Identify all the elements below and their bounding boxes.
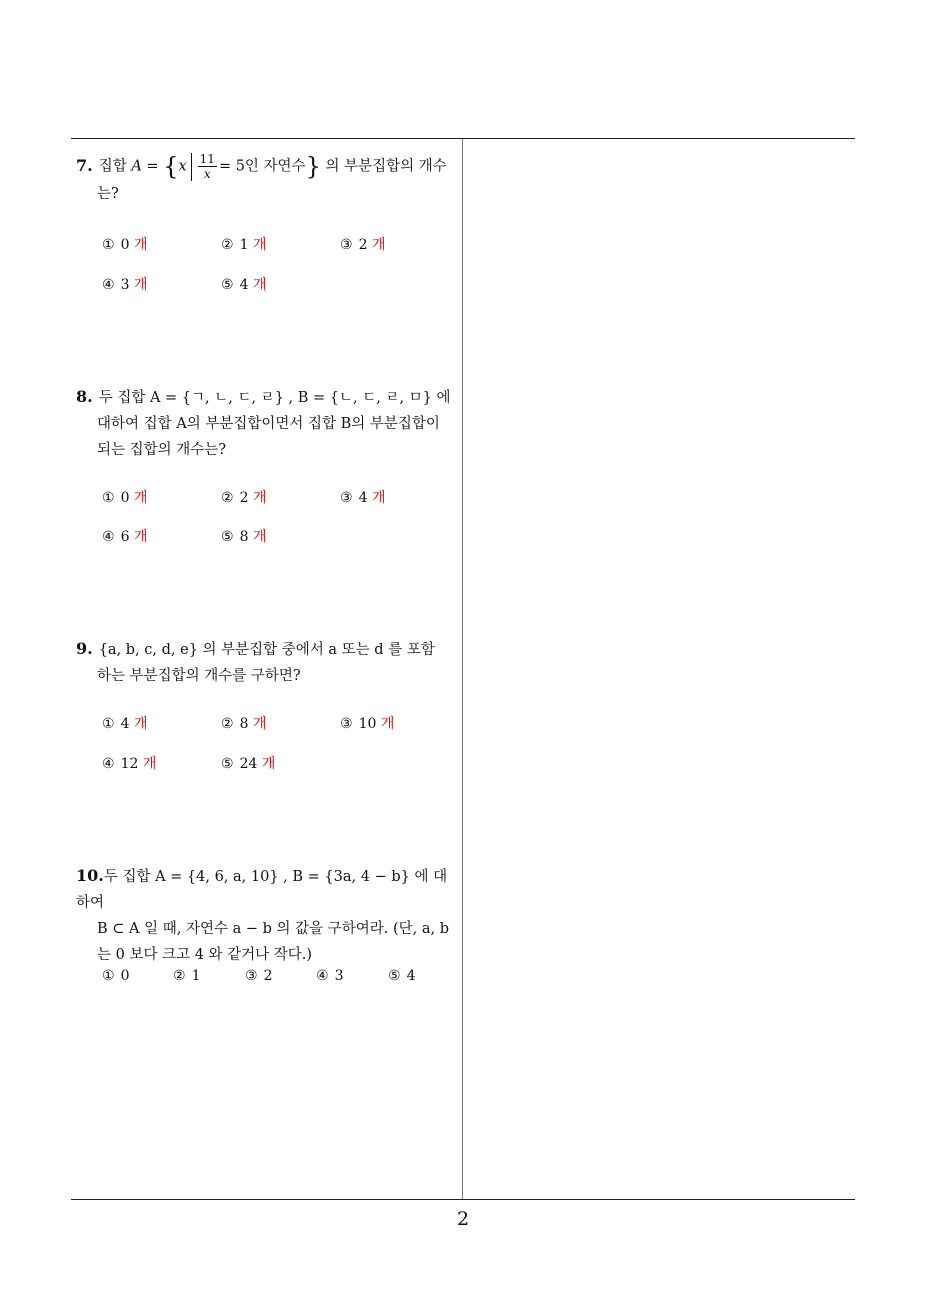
choice-4[interactable]: ④ 6 개 bbox=[102, 529, 148, 545]
right-brace: } bbox=[305, 152, 321, 181]
choice-5[interactable]: ⑤ 4 개 bbox=[221, 277, 267, 293]
problem-9-line1: 9. {a, b, c, d, e} 의 부분집합 중에서 a 또는 d 를 포함 bbox=[76, 639, 435, 658]
choice-3[interactable]: ③ 4 개 bbox=[340, 490, 386, 506]
problem-8-line1: 8. 두 집합 A = {ㄱ, ㄴ, ㄷ, ㄹ} , B = {ㄴ, ㄷ, ㄹ, ㅁ} 에 bbox=[76, 387, 451, 406]
problem-8-line2: 대하여 집합 A의 부분집합이면서 집합 B의 부분집합이 bbox=[97, 416, 440, 432]
column-divider bbox=[462, 139, 463, 1200]
problem-text: 집합 bbox=[98, 158, 127, 175]
set-builder-bar bbox=[191, 153, 192, 181]
left-brace: { bbox=[163, 152, 179, 181]
choice-1[interactable]: ① 0 개 bbox=[102, 237, 148, 253]
choice-3[interactable]: ③ 10 개 bbox=[340, 716, 395, 732]
choice-2[interactable]: ② 8 개 bbox=[221, 716, 267, 732]
page-number: 2 bbox=[456, 1208, 470, 1230]
problem-number: 10. bbox=[76, 866, 104, 885]
problem-8 bbox=[76, 384, 458, 463]
fraction: $\frac{11}{x}$ bbox=[199, 152, 215, 181]
problem-number: 8. bbox=[76, 387, 93, 406]
problem-text: 의 부분집합의 개수 bbox=[325, 158, 447, 175]
problem-7-line1: 7. 집합 A = {x $\frac{11}{x}$ = 5인 자연수} 의 부분집합의 개수 bbox=[76, 152, 447, 181]
top-rule bbox=[71, 138, 855, 139]
problem-10-line3: 는 0 보다 크고 4 와 같거나 작다.) bbox=[97, 947, 313, 963]
choice-5[interactable]: ⑤ 24 개 bbox=[221, 756, 276, 772]
choice-4[interactable]: ④ 3 개 bbox=[102, 277, 148, 293]
problem-number: 7. bbox=[76, 155, 93, 175]
choice-5[interactable]: ⑤ 8 개 bbox=[221, 529, 267, 545]
problem-8-line3: 되는 집합의 개수는? bbox=[97, 442, 227, 458]
problem-9 bbox=[76, 636, 458, 689]
choice-1[interactable]: ① 0 bbox=[102, 968, 130, 984]
choice-1[interactable]: ① 4 개 bbox=[102, 716, 148, 732]
problem-10-line2: B ⊂ A 일 때, 자연수 a − b 의 값을 구하여라. (단, a, b bbox=[97, 921, 449, 937]
choice-5[interactable]: ⑤ 4 bbox=[388, 968, 416, 984]
choice-3[interactable]: ③ 2 개 bbox=[340, 237, 386, 253]
problem-number: 9. bbox=[76, 639, 93, 658]
condition-text: = 5인 자연수 bbox=[218, 158, 306, 175]
problem-7-line2: 는? bbox=[97, 186, 119, 202]
choice-4[interactable]: ④ 3 bbox=[316, 968, 344, 984]
choice-3[interactable]: ③ 2 bbox=[245, 968, 273, 984]
problem-9-line2: 하는 부분집합의 개수를 구하면? bbox=[97, 668, 301, 684]
problem-10 bbox=[76, 863, 458, 968]
set-name: A bbox=[131, 158, 142, 175]
choice-1[interactable]: ① 0 개 bbox=[102, 490, 148, 506]
choice-4[interactable]: ④ 12 개 bbox=[102, 756, 157, 772]
problem-10-line1: 10.두 집합 A = {4, 6, a, 10} , B = {3a, 4 − b} 에 대하여 bbox=[76, 866, 448, 911]
choice-2[interactable]: ② 1 개 bbox=[221, 237, 267, 253]
choice-2[interactable]: ② 2 개 bbox=[221, 490, 267, 506]
bottom-rule bbox=[71, 1199, 855, 1200]
problem-7 bbox=[76, 152, 458, 207]
choice-2[interactable]: ② 1 bbox=[173, 968, 201, 984]
